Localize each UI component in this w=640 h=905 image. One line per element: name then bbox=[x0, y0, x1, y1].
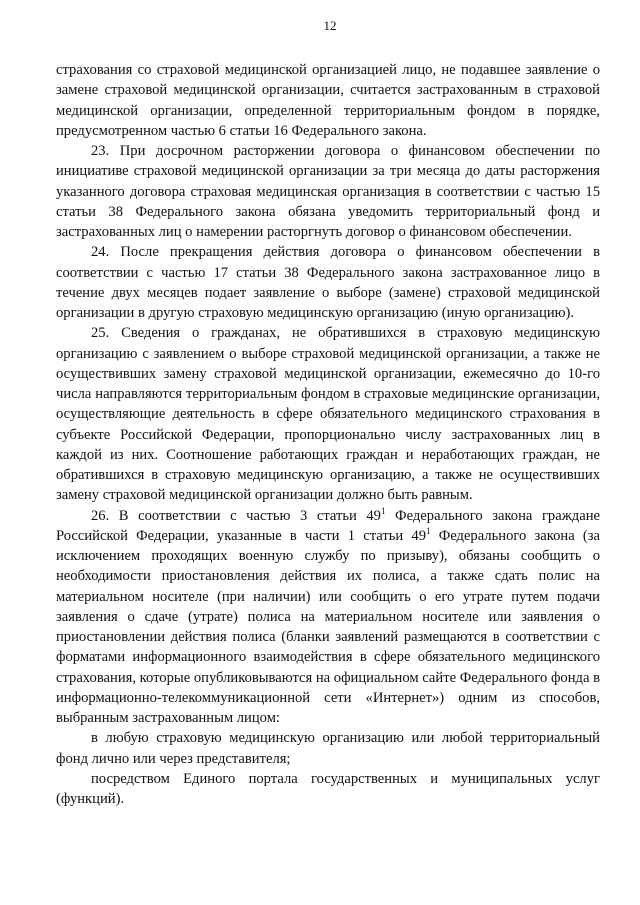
paragraph-26-part-a: 26. В соответствии с частью 3 статьи 49 bbox=[91, 507, 381, 524]
document-page bbox=[56, 18, 600, 809]
paragraph-26-part-c: Федерального закона (за исключением проходящих военную службу по призыву), обязаны сообщить о необходимости приостановления действия их полиса, а также сдать полис на материальном носителе (при наличии) или сообщить о его утрате путем подачи заявления о сдаче (утрате) полиса на материальном носителе или заявления о приостановлении действия полиса (бланки заявлений размещаются в соответствии с форматами информационного взаимодействия в сфере обязательного медицинского страхования, которые опубликовываются на официальном сайте Федерального фонда в информационно-телекоммуникационной сети «Интернет») одним из способов, выбранным застрахованным лицом: bbox=[56, 527, 600, 726]
method-option-portal: посредством Единого портала государственных и муниципальных услуг (функций). bbox=[56, 770, 600, 807]
superscript-one: 1 bbox=[380, 505, 386, 516]
paragraph-24: 24. После прекращения действия договора о финансовом обеспечении в соответствии с частью 17 статьи 38 Федерального закона застрахованное лицо в течение двух месяцев подает заявление о выборе (замене) страховой медицинской организации в другую страховую медицинскую организацию (иную организацию). bbox=[56, 244, 600, 321]
superscript-one: 1 bbox=[426, 525, 431, 536]
paragraph-continuation: страхования со страховой медицинской организацией лицо, не подавшее заявление о замене страховой медицинской организации, считается застрахованным в страховой медицинской организации, определенной территориальным фондом в порядке, предусмотренном частью 6 статьи 16 Федерального закона. bbox=[56, 62, 600, 139]
page-number: 12 bbox=[323, 18, 337, 33]
paragraph-26 bbox=[56, 506, 600, 729]
paragraph-26-part-b: Федерального закона граждане Российской Федерации, указанные в части 1 статьи 49 bbox=[56, 507, 600, 544]
paragraph-25: 25. Сведения о гражданах, не обратившихся в страховую медицинскую организацию с заявлением о выборе страховой медицинской организации, а также не осуществивших замену страховой медицинской организации, ежемесячно до 10-го числа направляются территориальным фондом в страховые медицинские организации, осуществляющие деятельность в сфере обязательного медицинского страхования в субъекте Российской Федерации, пропорционально числу застрахованных лиц в каждой из них. Соотношение работающих граждан и неработающих граждан, не обратившихся в страховую медицинскую организацию, а также не осуществивших замену страховой медицинской организации должно быть равным. bbox=[56, 325, 600, 504]
paragraph-23: 23. При досрочном расторжении договора о финансовом обеспечении по инициативе страховой медицинской организации за три месяца до даты расторжения указанного договора страховая медицинская организация в соответствии с частью 15 статьи 38 Федерального закона обязана уведомить территориальный фонд и застрахованных лиц о намерении расторгнуть договор о финансовом обеспечении. bbox=[56, 143, 600, 240]
method-option-in-person: в любую страховую медицинскую организацию или любой территориальный фонд лично или через представителя; bbox=[56, 730, 600, 767]
